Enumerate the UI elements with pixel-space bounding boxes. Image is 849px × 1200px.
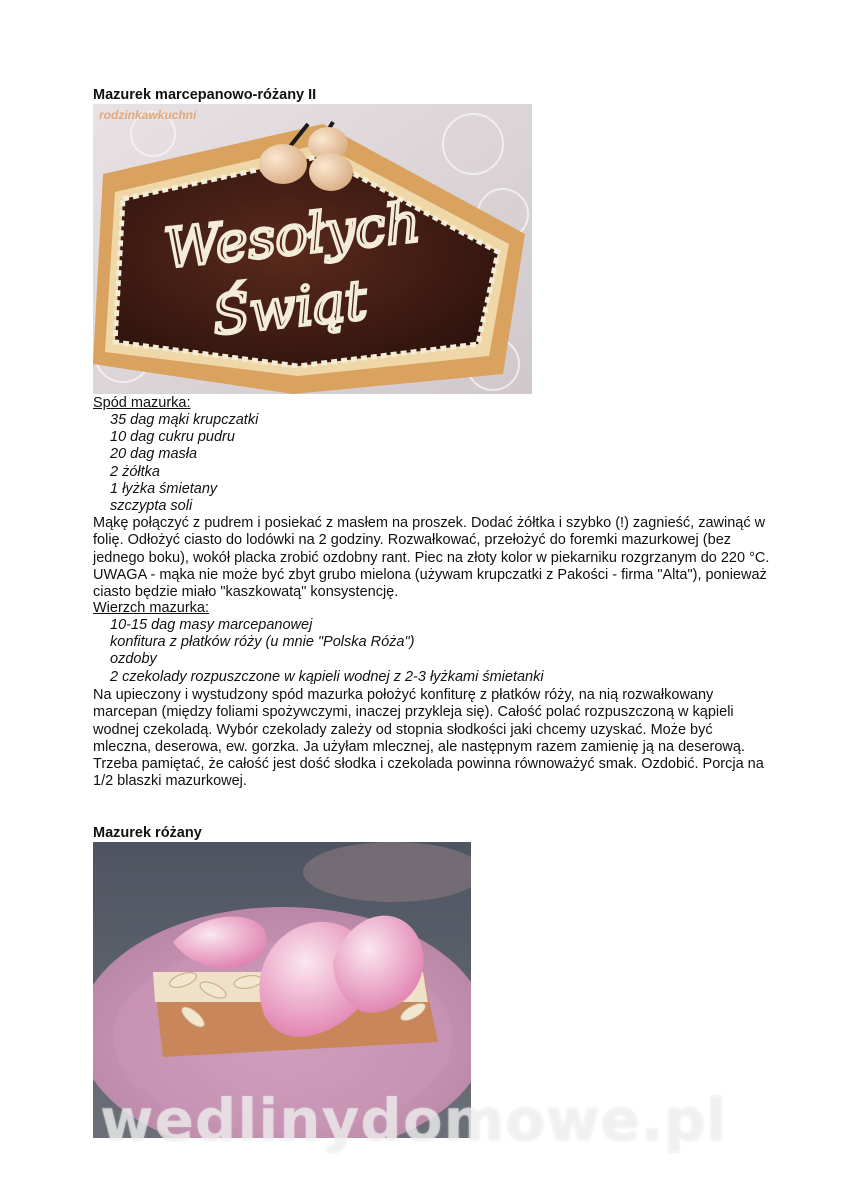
ingredient-item: 20 dag masła — [110, 446, 198, 463]
mazurek-photo — [93, 104, 532, 394]
mazurek-photo-art — [93, 104, 532, 394]
top-heading — [93, 600, 209, 616]
base-heading-colon: : — [186, 395, 191, 411]
instruction-line: marcepan (między foliami spożywczymi, inaczej przykleja się). Całość polać rozpuszczoną w kąpieli — [93, 704, 734, 721]
instruction-line: Na upieczony i wystudzony spód mazurka położyć konfiturę z płatków róży, na nią rozwałkowany — [93, 687, 714, 703]
base-heading-text: Spód mazurka — [93, 395, 187, 411]
ingredient-item: szczypta soli — [110, 498, 193, 515]
ingredient-item: konfitura z płatków róży (u mnie "Polska Róża") — [110, 634, 415, 651]
instruction-line: UWAGA - mąka nie może być zbyt grubo mielona (używam krupczatki z Pakości - firma "Alta"), ponieważ — [93, 566, 767, 583]
instruction-line: wodnej czekoladą. Wybór czekolady zależy od stopnia słodkości jaki chcemy uzyskać. Może być — [93, 721, 713, 738]
instruction-line: Trzeba pamiętać, że całość jest dość słodka i czekolada powinna równoważyć smak. Ozdobić. Porcja na — [93, 756, 764, 773]
ingredient-item: 2 żółtka — [110, 463, 160, 480]
top-heading-text: Wierzch mazurka — [93, 600, 205, 616]
top-heading-colon: : — [205, 600, 210, 616]
top-ingredient-list — [110, 617, 544, 686]
ingredient-item: 2 czekolady rozpuszczone w kąpieli wodnej z 2-3 łyżkami śmietanki — [110, 668, 544, 685]
photo-lettering-line2: Świąt — [209, 268, 370, 348]
instruction-line: mleczna, deserowa, ew. gorzka. Ja użyłam mlecznej, ale następnym razem zamienię ją na deserową. — [93, 738, 745, 755]
instruction-line: Mąkę połączyć z pudrem i posiekać z masłem na proszek. Dodać żółtka i szybko (!) zagnieść, zawinąć w — [93, 515, 766, 531]
ingredient-item: 10 dag cukru pudru — [110, 429, 235, 446]
base-heading — [93, 395, 191, 411]
photo-lettering-line1: Wesołych — [161, 190, 424, 281]
instruction-line: folię. Odłożyć ciasto do lodówki na 2 godziny. Rozwałkować, przełożyć do foremki mazurkowej (bez — [93, 532, 732, 549]
instruction-line: jednego boku), wokół placka zrobić ozdobny rant. Piec na złoty kolor w piekarniku rozgrzanym do 220 °C. — [93, 549, 770, 566]
ingredient-item: 35 dag mąki krupczatki — [110, 412, 259, 428]
recipe-title: Mazurek marcepanowo-różany II — [93, 87, 317, 103]
instruction-line: 1/2 blaszki mazurkowej. — [93, 773, 247, 790]
base-instructions — [93, 515, 793, 601]
top-instructions — [93, 687, 793, 791]
recipe-title: Mazurek różany — [93, 825, 202, 841]
instruction-line: ciasto będzie miało "kaszkowatą" konsystencję. — [93, 584, 399, 601]
ingredient-item: ozdoby — [110, 651, 157, 668]
base-ingredient-list — [110, 412, 258, 515]
site-watermark: wedlinydomowe.pl — [100, 1086, 728, 1154]
ingredient-item: 1 łyżka śmietany — [110, 480, 218, 497]
ingredient-item: 10-15 dag masy marcepanowej — [110, 617, 313, 633]
photo-watermark: rodzinkawkuchni — [99, 108, 197, 122]
